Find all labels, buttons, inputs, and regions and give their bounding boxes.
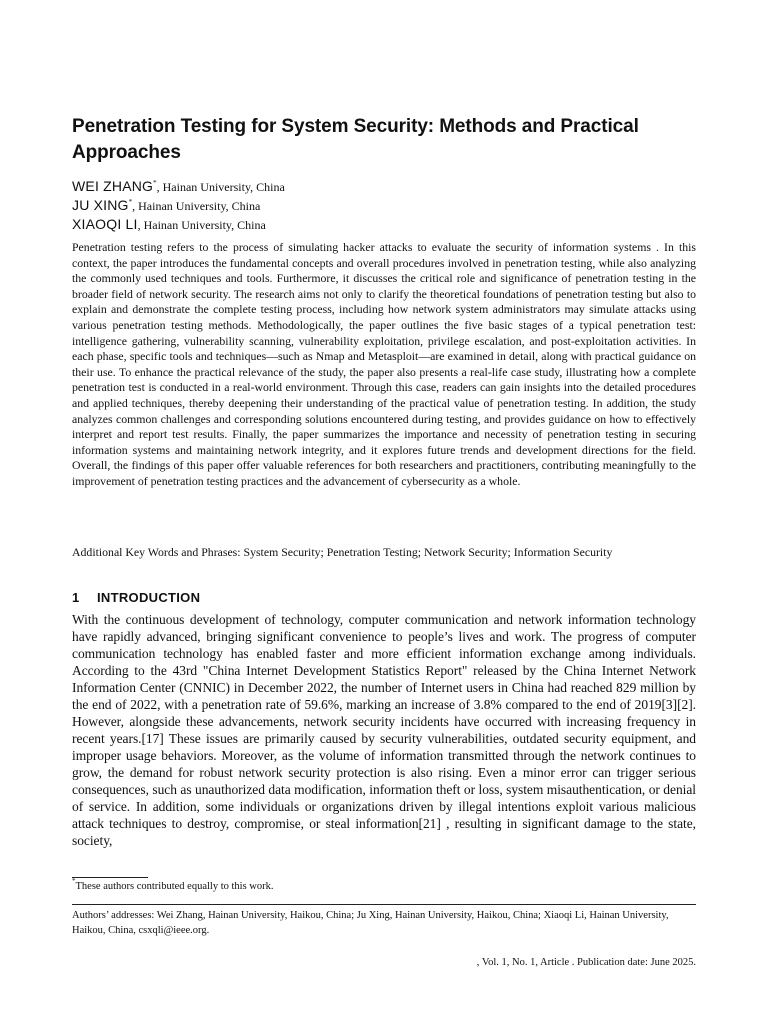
author-1 — [72, 177, 285, 196]
footnote — [72, 877, 274, 893]
keywords: Additional Key Words and Phrases: System Security; Penetration Testing; Network Security; Information Security — [72, 545, 613, 559]
footnote-mark: * — [72, 877, 76, 885]
address-text: Authors’ addresses: Wei Zhang, Hainan University, Haikou, China; Ju Xing, Hainan University, Haikou, China; Xiaoqi Li, Hainan University, Haikou, China, csxqli@ieee.org. — [72, 910, 669, 936]
introduction-paragraph: With the continuous development of technology, computer communication and network information technology have rapidly advanced, bringing significant convenience to people’s lives and work. The progress of computer communication technology has enabled faster and more efficient information exchange among individuals. According to the 43rd "China Internet Development Statistics Report" released by the China Internet Network Information Center (CNNIC) in December 2022, the number of Internet users in China had reached 829 million by the end of 2022, with a penetration rate of 59.6%, marking an increase of 3.8% compared to the end of 2019[3][2]. However, alongside these advancements, network security incidents have occurred with increasing frequency in recent years.[17] These issues are primarily caused by security vulnerabilities, outdated security equipment, and improper usage behaviors. Moreover, as the volume of information transmitted through the network continues to grow, the demand for robust network security protection is also rising. Even a minor error can trigger serious consequences, such as unauthorized data modification, information theft or loss, system misauthentication, or denial of service. In addition, some individuals or organizations driven by illegal intentions exploit various malicious attack techniques to destroy, compromise, or steal information[21] , resulting in significant damage to the state, society, — [72, 612, 696, 848]
paper-title: Penetration Testing for System Security: Methods and Practical Approaches — [72, 116, 639, 163]
section-heading — [72, 590, 200, 605]
author-mark: * — [153, 179, 157, 187]
author-name: XIAOQI LI — [72, 216, 138, 232]
author-name: WEI ZHANG — [72, 178, 154, 194]
address-divider — [72, 904, 696, 905]
section-title: INTRODUCTION — [97, 590, 201, 605]
author-3 — [72, 215, 285, 234]
author-addresses — [72, 908, 696, 938]
author-affiliation: , Hainan University, China — [132, 199, 261, 213]
author-2 — [72, 196, 285, 215]
author-mark: * — [128, 198, 133, 206]
publication-info: , Vol. 1, No. 1, Article . Publication date: June 2025. — [476, 957, 696, 968]
author-affiliation: , Hainan University, China — [137, 218, 266, 232]
abstract: Penetration testing refers to the process of simulating hacker attacks to evaluate the security of information systems . In this context, the paper introduces the fundamental concepts and overall procedures involved in penetration testing, while also analyzing the commonly used techniques and tools. Furthermore, it discusses the critical role and significance of penetration testing in the broader field of network security. The research aims not only to clarify the theoretical foundations of penetration testing but also to explain and demonstrate the complete testing process, including how network system administrators may simulate attacks using various penetration testing methods. Methodologically, the paper outlines the five basic stages of a typical penetration test: intelligence gathering, vulnerability scanning, vulnerability exploitation, privilege escalation, and post-exploitation activities. In each phase, specific tools and techniques—such as Nmap and Metasploit—are examined in detail, along with practical guidance on their use. To enhance the practical relevance of the study, the paper also presents a real-life case study, illustrating how a complete penetration test is conducted in a real-world environment. Through this case, readers can gain insights into the detailed procedures and applied techniques, thereby deepening their understanding of the practical value of penetration testing. In addition, the study analyzes common challenges and corresponding solutions encountered during testing, and provides guidance on how to effectively interpret and report test results. Finally, the paper summarizes the importance and necessity of penetration testing in securing information systems and maintaining network integrity, and it explores future trends and development directions for the field. Overall, the findings of this paper offer valuable references for both researchers and practitioners, contributing meaningfully to the improvement of penetration testing practices and the advancement of cybersecurity as a whole. — [72, 240, 696, 488]
footnote-divider — [72, 877, 148, 878]
footnote-text: These authors contributed equally to this work. — [75, 881, 274, 892]
section-number: 1 — [72, 590, 80, 605]
author-list — [72, 177, 285, 234]
author-name: JU XING — [72, 197, 129, 213]
author-affiliation: , Hainan University, China — [156, 180, 285, 194]
